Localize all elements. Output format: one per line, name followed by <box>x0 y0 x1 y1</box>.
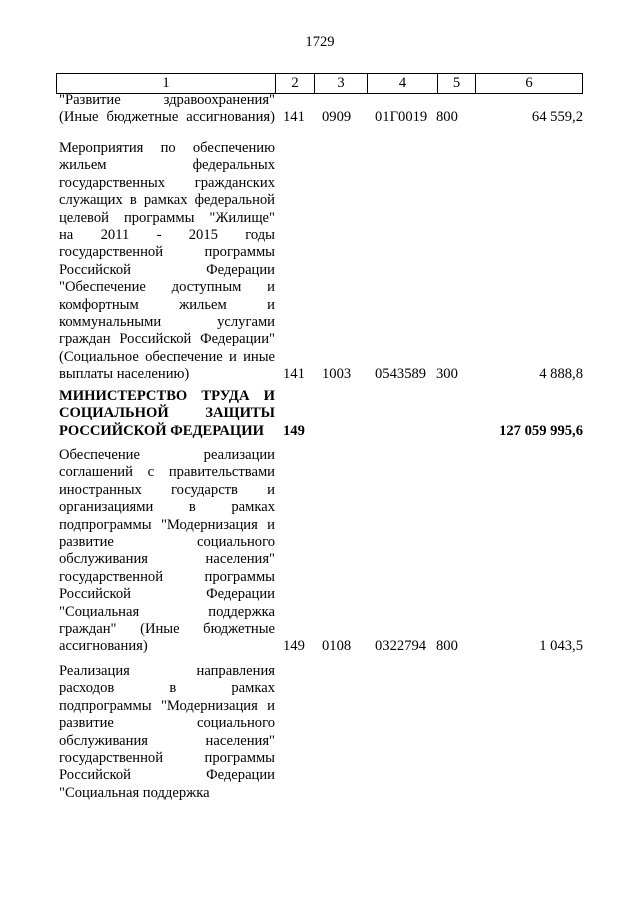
desc-line: "Развитие здравоохранения" <box>59 92 275 108</box>
cell-code-2: 141 <box>283 366 305 382</box>
cell-code-5: 800 <box>436 638 458 654</box>
cell-amount: 1 043,5 <box>539 638 583 654</box>
cell-amount: 64 559,2 <box>531 109 583 125</box>
desc-line: целевой программы "Жилище" <box>59 209 275 226</box>
desc-line: жильем федеральных <box>59 157 275 174</box>
desc-line: иностранных государств и <box>59 481 275 498</box>
header-col-2: 2 <box>275 74 314 93</box>
desc-line: служащих в рамках федеральной <box>59 192 275 209</box>
desc-line: Мероприятия по обеспечению <box>59 140 275 156</box>
desc-line: Реализация направления <box>59 663 275 679</box>
desc-line: комфортным жильем и <box>59 296 275 313</box>
desc-line: Российской Федерации <box>59 261 275 278</box>
desc-line: на 2011 - 2015 годы <box>59 227 275 244</box>
cell-code-4: 0543589 <box>375 366 427 382</box>
header-col-1: 1 <box>56 74 275 93</box>
cell-code-2: 149 <box>283 638 305 654</box>
desc-line: подпрограммы "Модернизация и <box>59 516 275 533</box>
row-description <box>59 663 275 802</box>
desc-line: СОЦИАЛЬНОЙ ЗАЩИТЫ <box>59 405 275 422</box>
desc-line: развитие социального <box>59 534 275 551</box>
desc-line: обслуживания населения" <box>59 732 275 749</box>
row-description <box>59 447 275 656</box>
desc-line: государственной программы <box>59 244 275 261</box>
row-description <box>59 388 275 440</box>
cell-code-4: 0322794 <box>375 638 427 654</box>
desc-line: государственной программы <box>59 750 275 767</box>
desc-line: (Иные бюджетные ассигнования) <box>59 109 275 126</box>
desc-line: подпрограммы "Модернизация и <box>59 697 275 714</box>
desc-line: развитие социального <box>59 715 275 732</box>
cell-code-3: 0909 <box>322 109 352 125</box>
page-number: 1729 <box>305 34 335 50</box>
header-col-5: 5 <box>437 74 475 93</box>
cell-code-5: 300 <box>436 366 458 382</box>
cell-code-4: 01Г0019 <box>375 109 428 125</box>
desc-line: граждан" (Иные бюджетные <box>59 621 275 638</box>
desc-line: организациями в рамках <box>59 499 275 516</box>
header-col-6: 6 <box>475 74 583 93</box>
desc-line: Российской Федерации <box>59 767 275 784</box>
desc-line: Российской Федерации <box>59 586 275 603</box>
desc-line: ассигнования) <box>59 638 148 655</box>
table-header <box>56 73 583 94</box>
desc-line: граждан Российской Федерации" <box>59 331 275 348</box>
desc-line: государственной программы <box>59 568 275 585</box>
cell-code-2: 149 <box>283 423 305 439</box>
desc-line: "Социальная поддержка <box>59 784 210 801</box>
desc-line: обслуживания населения" <box>59 551 275 568</box>
row-description <box>59 92 275 127</box>
desc-line: "Социальная поддержка <box>59 603 275 620</box>
cell-amount: 4 888,8 <box>539 366 583 382</box>
cell-code-3: 0108 <box>322 638 352 654</box>
desc-line: расходов в рамках <box>59 680 275 697</box>
row-description <box>59 140 275 384</box>
desc-line: государственных гражданских <box>59 174 275 191</box>
desc-line: РОССИЙСКОЙ ФЕДЕРАЦИИ <box>59 422 264 439</box>
desc-line: коммунальными услугами <box>59 314 275 331</box>
desc-line: (Социальное обеспечение и иные <box>59 348 275 365</box>
header-col-3: 3 <box>314 74 367 93</box>
desc-line: МИНИСТЕРСТВО ТРУДА И <box>59 388 275 404</box>
cell-code-3: 1003 <box>322 366 352 382</box>
header-col-4: 4 <box>367 74 437 93</box>
desc-line: Обеспечение реализации <box>59 447 275 463</box>
desc-line: "Обеспечение доступным и <box>59 279 275 296</box>
desc-line: выплаты населению) <box>59 366 190 383</box>
cell-code-2: 141 <box>283 109 305 125</box>
cell-code-5: 800 <box>436 109 458 125</box>
cell-amount: 127 059 995,6 <box>499 423 583 439</box>
desc-line: соглашений с правительствами <box>59 464 275 481</box>
